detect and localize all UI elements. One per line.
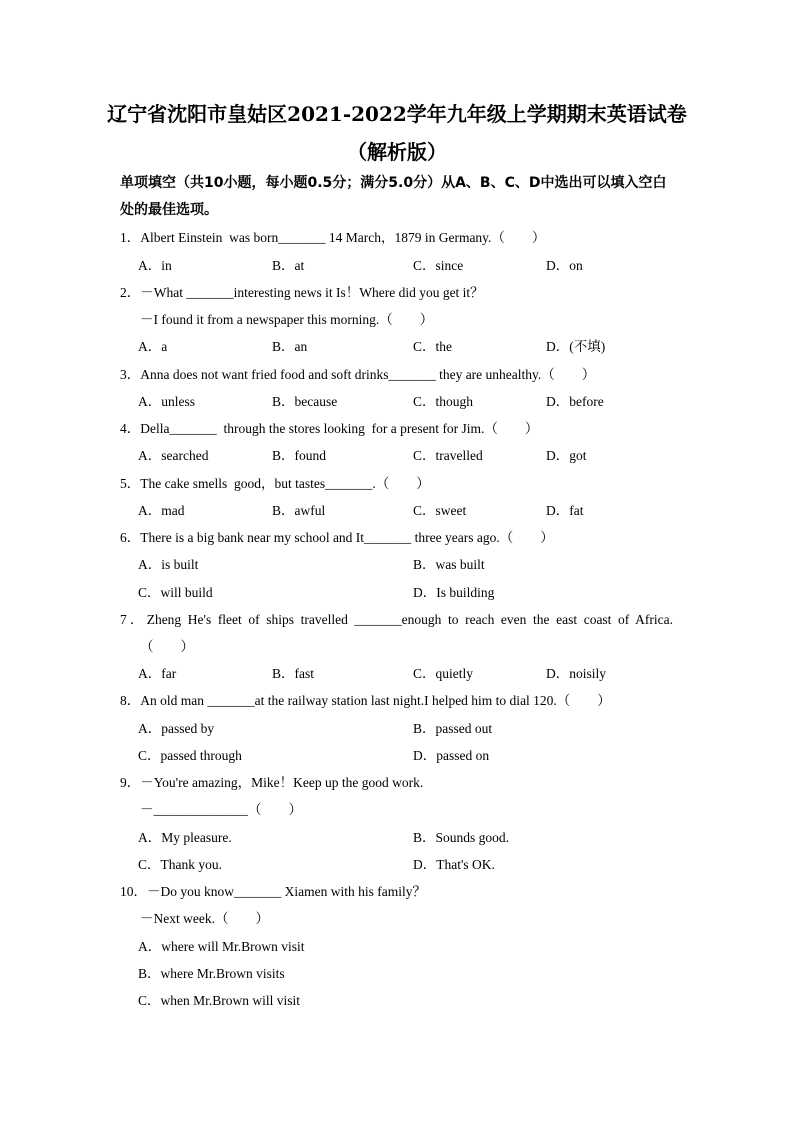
question-7-option-a: A．far — [138, 666, 177, 681]
question-1-option-a: A．in — [138, 258, 172, 273]
question-2-option-d: D．(不填) — [546, 339, 606, 354]
question-4-stem: 4．Della_______ through the stores looking for a present for Jim.（ ） — [120, 421, 539, 436]
question-10-option-b: B．where Mr.Brown visits — [138, 966, 285, 981]
question-4-option-b: B．found — [272, 448, 326, 463]
question-5-option-a: A．mad — [138, 503, 185, 518]
question-9-option-a: A．My pleasure. — [138, 830, 232, 845]
question-10-option-c: C．when Mr.Brown will visit — [138, 993, 301, 1008]
question-7-option-d: D．noisily — [546, 666, 607, 681]
question-7-option-c: C．quietly — [413, 666, 473, 681]
question-4-option-a: A．searched — [138, 448, 209, 463]
question-9-option-c: C．Thank you. — [138, 857, 222, 872]
question-1-option-c: C．since — [413, 258, 464, 273]
question-1-option-d: D．on — [546, 258, 583, 273]
question-2-option-b: B．an — [272, 339, 308, 354]
question-9-stem: 9．－You're amazing，Mike！Keep up the good work. — [120, 775, 424, 790]
question-2-stem: 2．－What _______interesting news it Is！Where did you get it？ — [120, 285, 484, 300]
question-3-option-d: D．before — [546, 394, 604, 409]
question-8-option-c: C．passed through — [138, 748, 242, 763]
page-title: 辽宁省沈阳市皇姑区2021-2022学年九年级上学期期末英语试卷 — [107, 102, 687, 126]
question-8-option-a: A．passed by — [138, 721, 215, 736]
question-7-stem: 7．Zheng He's fleet of ships travelled _______enough to reach even the east coast of Africa. — [120, 612, 673, 627]
question-10-option-a: A．where will Mr.Brown visit — [138, 939, 305, 954]
question-5-option-d: D．fat — [546, 503, 584, 518]
question-2-option-c: C．the — [413, 339, 452, 354]
question-9-stem-reply: －______________（ ） — [140, 802, 302, 817]
question-6-option-c: C．will build — [138, 585, 213, 600]
question-6-stem: 6．There is a big bank near my school and It_______ three years ago.（ ） — [120, 530, 554, 545]
question-1-stem: 1．Albert Einstein was born_______ 14 March，1879 in Germany.（ ） — [120, 230, 546, 245]
question-6-option-d: D．Is building — [413, 585, 495, 600]
question-5-stem: 5．The cake smells good，but tastes_______.（ ） — [120, 476, 430, 491]
question-1-option-b: B．at — [272, 258, 305, 273]
question-9-option-b: B．Sounds good. — [413, 830, 510, 845]
question-4-option-c: C．travelled — [413, 448, 483, 463]
question-7-stem-blank: （ ） — [140, 639, 194, 654]
question-10-stem: 10．－Do you know_______ Xiamen with his family？ — [120, 884, 426, 899]
page-subtitle: （解析版） — [347, 140, 447, 164]
question-2-stem-reply: －I found it from a newspaper this morning.（ ） — [140, 312, 434, 327]
question-8-stem: 8．An old man _______at the railway station last night.I helped him to dial 120.（ ） — [120, 693, 611, 708]
question-6-option-a: A．is built — [138, 557, 199, 572]
question-8-option-b: B．passed out — [413, 721, 493, 736]
question-10-stem-reply: －Next week.（ ） — [140, 911, 269, 926]
question-3-option-b: B．because — [272, 394, 338, 409]
question-3-stem: 3．Anna does not want fried food and soft drinks_______ they are unhealthy.（ ） — [120, 367, 596, 382]
question-6-option-b: B．was built — [413, 557, 485, 572]
question-7-option-b: B．fast — [272, 666, 314, 681]
question-3-option-a: A．unless — [138, 394, 195, 409]
question-5-option-c: C．sweet — [413, 503, 467, 518]
question-5-option-b: B．awful — [272, 503, 326, 518]
question-9-option-d: D．That's OK. — [413, 857, 495, 872]
question-2-option-a: A．a — [138, 339, 168, 354]
question-4-option-d: D．got — [546, 448, 587, 463]
question-8-option-d: D．passed on — [413, 748, 490, 763]
question-3-option-c: C．though — [413, 394, 474, 409]
section-instruction: 单项填空（共10小题，每小题0.5分；满分5.0分）从A、B、C、D中选出可以填入空白处的最佳选项。 — [120, 175, 667, 218]
